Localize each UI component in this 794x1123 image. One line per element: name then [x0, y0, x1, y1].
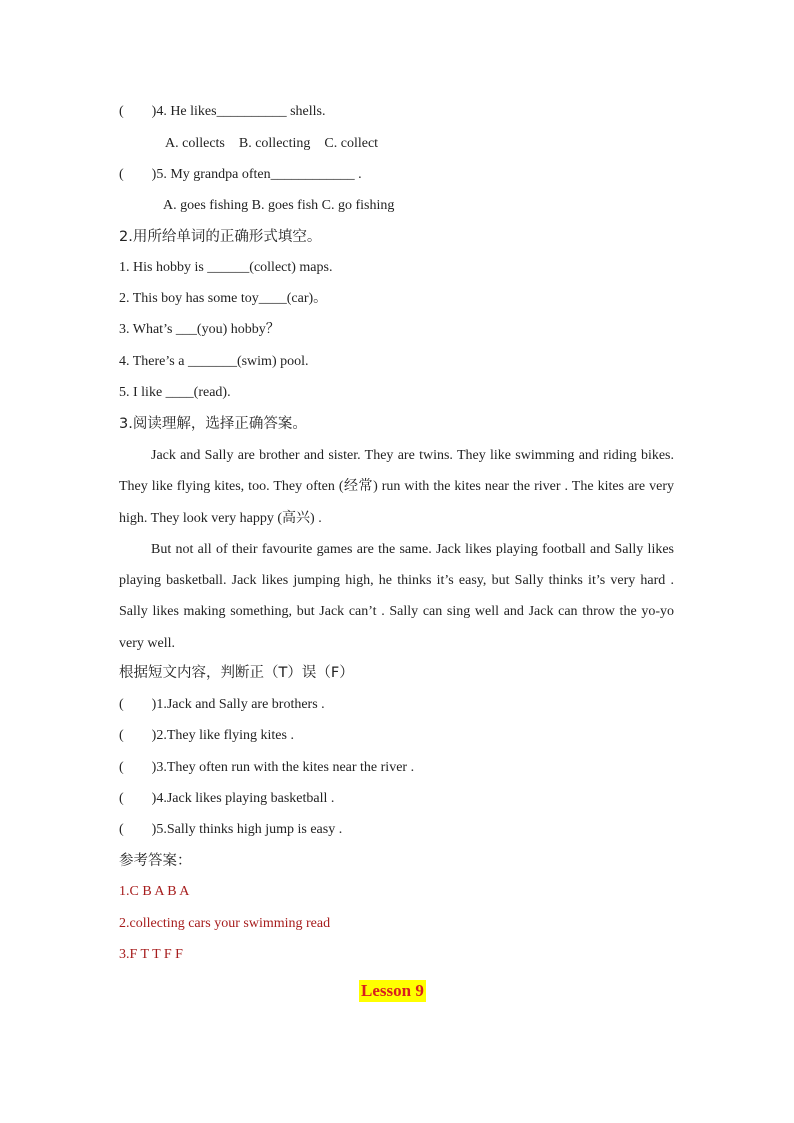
judge-item-1: ( )1.Jack and Sally are brothers .	[119, 697, 325, 712]
reading-paragraph-1: Jack and Sally are brother and sister. They are twins. They like swimming and riding bikes. They like flying kites, too. They often (经常) run with the kites near the river . The kites are very high. They look very happy (高兴) .	[119, 448, 674, 526]
answers-line-1: 1.C B A B A	[119, 884, 190, 899]
section2-item-5: 5. I like ____(read).	[119, 385, 231, 400]
answers-heading: 参考答案：	[119, 853, 192, 869]
section2-item-3: 3. What’s ___(you) hobby？	[119, 322, 280, 337]
section2-item-2: 2. This boy has some toy____(car)。	[119, 291, 328, 306]
question-4-options: A. collects B. collecting C. collect	[165, 136, 379, 151]
question-5-options: A. goes fishing B. goes fish C. go fishing	[163, 198, 395, 213]
section2-item-4: 4. There’s a _______(swim) pool.	[119, 354, 309, 369]
judge-item-4: ( )4.Jack likes playing basketball .	[119, 791, 335, 806]
answers-line-3: 3.F T T F F	[119, 947, 183, 962]
judge-item-5: ( )5.Sally thinks high jump is easy .	[119, 822, 343, 837]
question-4: ( )4. He likes__________ shells.	[119, 104, 326, 119]
lesson-title: Lesson 9	[361, 981, 424, 1000]
judge-heading: 根据短文内容，判断正（T）误（F）	[119, 665, 354, 681]
question-5: ( )5. My grandpa often____________ .	[119, 167, 362, 182]
judge-item-2: ( )2.They like flying kites .	[119, 728, 294, 743]
section2-heading: 2.用所给单词的正确形式填空。	[119, 229, 322, 245]
judge-item-3: ( )3.They often run with the kites near the river .	[119, 760, 415, 775]
section3-heading: 3.阅读理解，选择正确答案。	[119, 416, 307, 432]
reading-passage	[119, 440, 674, 659]
reading-paragraph-2: But not all of their favourite games are the same. Jack likes playing football and Sally likes playing basketball. Jack likes jumping high, he thinks it’s easy, but Sally thinks it’s very hard . Sally likes making something, but Jack can’t . Sally can sing well and Jack can throw the yo-yo very well.	[119, 541, 674, 651]
answers-line-2: 2.collecting cars your swimming read	[119, 916, 331, 931]
section2-item-1: 1. His hobby is ______(collect) maps.	[119, 260, 333, 275]
